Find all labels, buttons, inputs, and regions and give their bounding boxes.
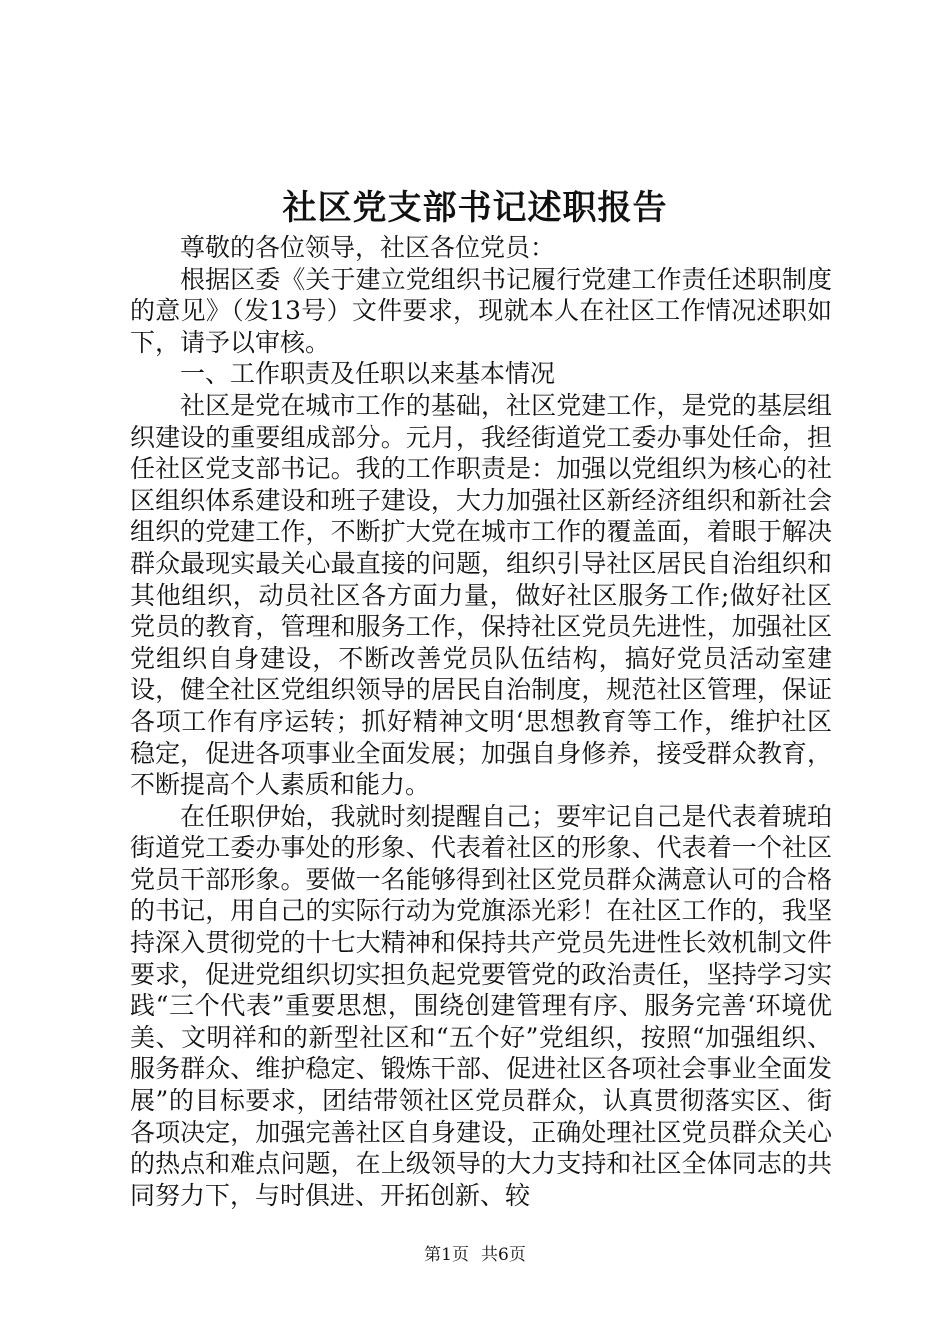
paragraph-work: 在任职伊始，我就时刻提醒自己；要牢记自己是代表着琥珀街道党工委办事处的形象、代表着社区的形象、代表着一个社区党员干部形象。要做一名能够得到社区党员群众满意认可的合格的书记，用自己的实际行动为党旗添光彩！在社区工作的，我坚持深入贯彻党的十七大精神和保持共产党员先进性长效机制文件要求，促进党组织切实担负起党要管党的政治责任，坚持学习实践“三个代表”重要思想，围绕创建管理有序、服务完善‘环境优美、文明祥和的新型社区和“五个好”党组织，按照“加强组织、服务群众、维护稳定、锻炼干部、促进社区各项社会事业全面发展”的目标要求，团结带领社区党员群众，认真贯彻落实区、街各项决定，加强完善社区自身建设，正确处理社区党员群众关心的热点和难点问题，在上级领导的大力支持和社区全体同志的共同努力下，与时俱进、开拓创新、较: [130, 801, 832, 1210]
paragraph-duties: 社区是党在城市工作的基础，社区党建工作，是党的基层组织建设的重要组成部分。元月，我经街道党工委办事处任命，担任社区党支部书记。我的工作职责是：加强以党组织为核心的社区组织体系建设和班子建设，大力加强社区新经济组织和新社会组织的党建工作，不断扩大党在城市工作的覆盖面，着眼于解决群众最现实最关心最直接的问题，组织引导社区居民自治组织和其他组织，动员社区各方面力量，做好社区服务工作;做好社区党员的教育，管理和服务工作，保持社区党员先进性，加强社区党组织自身建设，不断改善党员队伍结构，搞好党员活动室建设，健全社区党组织领导的居民自治制度，规范社区管理，保证各项工作有序运转；抓好精神文明‘思想教育等工作，维护社区稳定，促进各项事业全面发展；加强自身修养，接受群众教育，不断提高个人素质和能力。: [130, 390, 832, 800]
paragraph-salutation: 尊敬的各位领导，社区各位党员：: [180, 233, 556, 262]
page-total: 共6页: [481, 1245, 526, 1265]
paragraph-intro: 根据区委《关于建立党组织书记履行党建工作责任述职制度的意见》（发13号）文件要求，现就本人在社区工作情况述职如下，请予以审核。: [130, 264, 832, 357]
section-heading: 一、工作职责及任职以来基本情况: [180, 359, 556, 389]
document-title: 社区党支部书记述职报告: [282, 188, 668, 228]
page-number: 第1页: [424, 1245, 469, 1265]
document-body: [130, 232, 832, 1211]
page-footer: [0, 1243, 950, 1267]
